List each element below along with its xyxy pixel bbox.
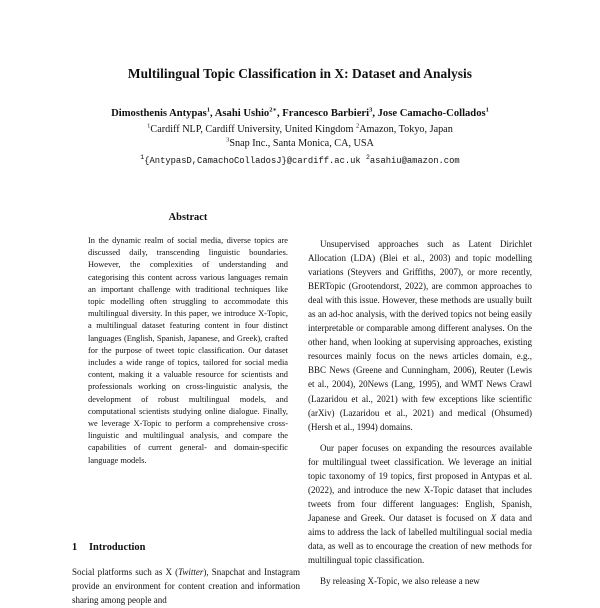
author-affiliation-mark: 1 [485, 106, 489, 114]
email-mark: 1 [140, 154, 145, 162]
affiliation-mark: 3 [226, 136, 230, 144]
paper-title: Multilingual Topic Classification in X: Dataset and Analysis [127, 66, 473, 81]
affiliation-line-2 [0, 138, 600, 149]
affiliation-cardiff: Cardiff NLP, Cardiff University, United Kingdom [150, 124, 354, 135]
paragraph-unsupervised-approaches: Unsupervised approaches such as Latent Dirichlet Allocation (LDA) (Blei et al., 2003) and topic modelling variations (Steyvers and Griffiths, 2007), or more recently, BERTopic (Grootendorst, 2022), are common approaches to deal with this issue. However, these methods are usually built as an ad-hoc analysis, with the derived topics not being easily interpretable or comparable among different analyses. On the other hand, when looking at supervising approaches, existing resources mainly focus on the news articles domain, e.g., BBC News (Greene and Cunningham, 2006), Reuter (Lewis et al., 2004), 20News (Lang, 1995), and WMT News Crawl (Lazaridou et al., 2021) with few exceptions like scientific (arXiv) (Lazaridou et al., 2021) and medical (Ohsumed) (Hersh et al., 1994) domains. [308, 239, 532, 432]
author-name: Jose Camacho-Collados [377, 108, 486, 119]
affiliation-amazon: Amazon, Tokyo, Japan [359, 124, 453, 135]
author-name: Dimosthenis Antypas [111, 108, 207, 119]
author-affiliation-mark: 2∗ [269, 106, 277, 114]
author-name: Asahi Ushio [214, 108, 270, 119]
paragraph-paper-focus: Our paper focuses on expanding the resources available for multilingual tweet classification. We leverage an initial topic taxonomy of 19 topics, first proposed in Antypas et al. (2022), and introduce the new X-Topic dataset that includes tweets from four different languages: English, Spanish, Japanese and Greek. Our dataset is focused on X data and aims to address the lack of labelled multilingual social media data, as well as to encourage the creation of new methods for multilingual topic classification. [308, 442, 532, 566]
author-affiliation-mark: 3 [369, 106, 373, 114]
email-amazon: asahiu@amazon.com [369, 156, 460, 166]
author-list: Dimosthenis Antypas$^1$, Asahi Ushio$^{2∗}$, Francesco Barbieri$^3$, Jose Camacho-Collados$^1$ [111, 106, 489, 119]
section-number: 1 [72, 542, 78, 553]
email-cardiff: {AntypasD,CamachoColladosJ}@cardiff.ac.uk [144, 156, 361, 166]
author-affiliation-mark: 1 [206, 106, 211, 114]
author-name: Francesco Barbieri [282, 108, 370, 119]
affiliation-line-1 [0, 124, 600, 135]
abstract-text: In the dynamic realm of social media, diverse topics are discussed daily, transcending linguistic boundaries. However, the complexities of understanding and categorising this content across various languages remain an important challenge with traditional techniques like topic modelling often struggling to accommodate this multilingual diversity. In this paper, we introduce X-Topic, a multilingual dataset featuring content in four distinct languages (English, Spanish, Japanese, and Greek), crafted for the purpose of tweet topic classification. Our dataset includes a wide range of topics, tailored for social media content, making it a valuable resource for scientists and professionals working on cross-linguistic analysis, the development of robust multilingual models, and computational scientists studying online dialogue. Finally, we leverage X-Topic to perform a comprehensive cross-linguistic and multilingual analysis, and compare the capabilities of current general- and domain-specific language models. [88, 236, 288, 465]
author-emails [0, 156, 600, 166]
right-column-text [308, 237, 532, 588]
abstract-heading: Abstract [168, 212, 208, 223]
affiliation-mark: 2 [355, 122, 360, 130]
introduction-text [72, 565, 300, 608]
affiliation-snap: Snap Inc., Santa Monica, CA, USA [229, 138, 374, 149]
paragraph-release: By releasing X-Topic, we also release a new [320, 576, 480, 587]
affiliation-mark: 1 [147, 122, 151, 130]
section-title: Introduction [89, 542, 146, 553]
email-mark: 2 [365, 154, 370, 162]
section-heading-introduction [72, 542, 145, 553]
introduction-paragraph: Social platforms such as X (Twitter), Snapchat and Instagram provide an environment for content creation and information sharing among people and [72, 567, 300, 606]
